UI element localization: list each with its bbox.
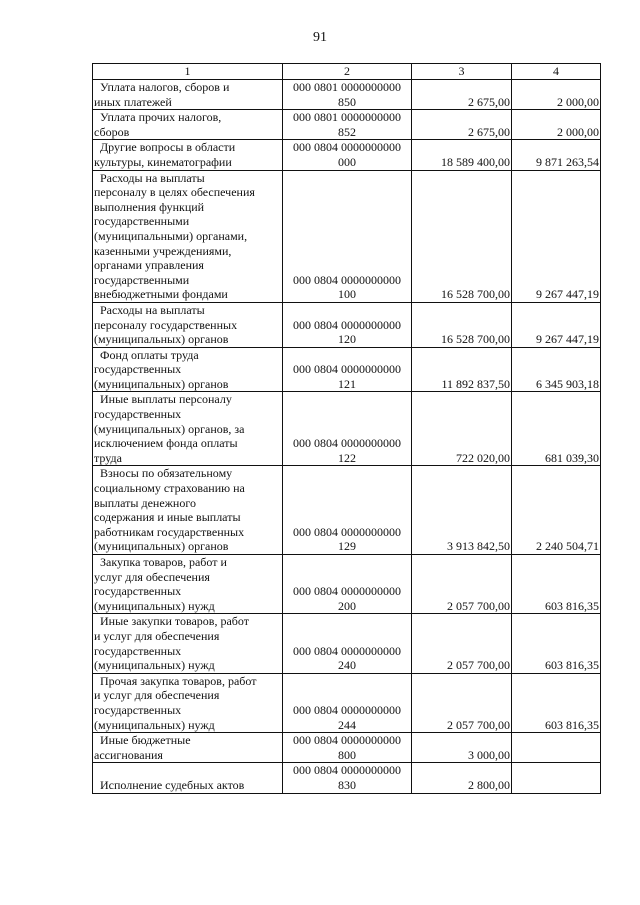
row-name-line: государственных (94, 362, 182, 377)
row-value-executed (512, 733, 601, 763)
row-name-line: государственных (94, 584, 182, 599)
row-code-line: 000 0804 0000000000 (293, 733, 401, 748)
row-value-approved: 3 000,00 (412, 733, 512, 763)
row-name-line: государственных (94, 702, 182, 717)
row-code-cell (283, 170, 412, 302)
table-row (93, 110, 601, 140)
row-name-line: (муниципальных) органов, за (94, 421, 245, 436)
table-header (93, 64, 601, 80)
table-row (93, 466, 601, 555)
row-code-cell (283, 466, 412, 555)
row-name-line: и услуг для обеспечения (94, 628, 220, 643)
row-name-line: (муниципальными) органами, (94, 228, 248, 243)
row-code-line: 000 0801 0000000000 (293, 80, 401, 94)
row-name-cell (93, 140, 283, 170)
row-value-approved: 2 800,00 (412, 763, 512, 793)
row-name-line: Прочая закупка товаров, работ (100, 673, 257, 688)
row-code-cell (283, 110, 412, 140)
row-name-cell (93, 733, 283, 763)
row-name-line: Расходы на выплаты (100, 302, 205, 317)
row-name-line: иных платежей (94, 94, 172, 109)
table-body (93, 80, 601, 794)
header-row (93, 64, 601, 80)
row-code-line: 000 0804 0000000000 (293, 272, 401, 287)
row-code-cell (283, 555, 412, 614)
row-code-line: 000 0804 0000000000 (293, 643, 401, 658)
row-name-line: Уплата прочих налогов, (100, 110, 222, 125)
row-name-line: Закупка товаров, работ и (100, 555, 227, 569)
row-value-approved: 2 675,00 (412, 110, 512, 140)
row-name-cell (93, 110, 283, 140)
row-name-line: персоналу государственных (94, 317, 238, 332)
row-code-cell (283, 673, 412, 732)
row-code-line: 122 (338, 450, 356, 465)
row-name-line: Уплата налогов, сборов и (100, 80, 230, 94)
row-name-line: (муниципальных) органов (94, 332, 229, 347)
row-value-approved: 18 589 400,00 (412, 140, 512, 170)
row-name-cell (93, 302, 283, 347)
row-name-line: труда (94, 450, 122, 465)
row-value-executed: 2 000,00 (512, 80, 601, 110)
row-code-line: 244 (338, 717, 356, 732)
row-code-line: 000 0804 0000000000 (293, 140, 401, 155)
table-row (93, 733, 601, 763)
row-code-cell (283, 733, 412, 763)
row-code-line: 121 (338, 376, 356, 391)
table-row (93, 170, 601, 302)
table-row (93, 80, 601, 110)
row-name-line: (муниципальных) нужд (94, 717, 215, 732)
row-value-approved: 2 057 700,00 (412, 614, 512, 673)
row-name-line: Иные выплаты персоналу (100, 392, 232, 407)
table-row (93, 302, 601, 347)
row-name-cell (93, 392, 283, 466)
table-row (93, 392, 601, 466)
row-name-line: работникам государственных (94, 524, 245, 539)
row-code-line: 000 0801 0000000000 (293, 110, 401, 125)
row-value-approved: 2 057 700,00 (412, 555, 512, 614)
row-value-executed: 9 267 447,19 (512, 170, 601, 302)
table-row (93, 763, 601, 793)
row-name-cell (93, 673, 283, 732)
row-name-line: Фонд оплаты труда (100, 347, 199, 362)
row-name-line: (муниципальных) нужд (94, 658, 215, 673)
row-code-cell (283, 614, 412, 673)
row-value-approved: 2 057 700,00 (412, 673, 512, 732)
row-code-line: 830 (338, 777, 356, 792)
row-code-line: 000 0804 0000000000 (293, 584, 401, 599)
row-name-line: (муниципальных) органов (94, 539, 229, 554)
row-name-line: сборов (94, 124, 130, 139)
row-code-cell (283, 347, 412, 392)
row-name-line: культуры, кинематографии (94, 154, 232, 169)
table-row (93, 140, 601, 170)
row-name-cell (93, 80, 283, 110)
row-name-line (94, 763, 281, 778)
table-row (93, 614, 601, 673)
row-code-line: 129 (338, 539, 356, 554)
row-name-line: внебюджетными фондами (94, 287, 228, 302)
row-name-line: Исполнение судебных актов (100, 777, 245, 792)
row-value-approved: 3 913 842,50 (412, 466, 512, 555)
row-value-executed (512, 763, 601, 793)
row-value-executed: 603 816,35 (512, 555, 601, 614)
row-value-approved: 2 675,00 (412, 80, 512, 110)
row-code-line: 850 (338, 94, 356, 109)
row-name-line: содержания и иные выплаты (94, 510, 241, 525)
row-name-cell (93, 466, 283, 555)
row-value-approved: 722 020,00 (412, 392, 512, 466)
row-name-line: персоналу в целях обеспечения (94, 185, 255, 200)
row-name-cell (93, 614, 283, 673)
row-name-cell (93, 170, 283, 302)
row-code-cell (283, 140, 412, 170)
row-code-line: 800 (338, 747, 356, 762)
column-header-1: 1 (93, 64, 283, 80)
row-name-line: (муниципальных) нужд (94, 598, 215, 613)
table-row (93, 673, 601, 732)
row-code-line: 000 0804 0000000000 (293, 702, 401, 717)
row-code-line: 000 0804 0000000000 (293, 524, 401, 539)
row-name-line: выполнения функций (94, 199, 205, 214)
row-value-executed: 603 816,35 (512, 673, 601, 732)
row-code-line: 100 (338, 287, 356, 302)
row-name-cell (93, 763, 283, 793)
row-name-line: Расходы на выплаты (100, 170, 205, 185)
row-value-executed: 9 267 447,19 (512, 302, 601, 347)
row-name-line: государственных (94, 643, 182, 658)
row-code-cell (283, 302, 412, 347)
row-value-executed: 603 816,35 (512, 614, 601, 673)
row-name-line: органами управления (94, 258, 204, 273)
row-name-line: выплаты денежного (94, 495, 196, 510)
row-name-line: Другие вопросы в области (100, 140, 236, 155)
row-name-line: государственными (94, 214, 190, 229)
row-name-line: государственными (94, 272, 190, 287)
column-header-4: 4 (512, 64, 601, 80)
row-value-executed: 2 240 504,71 (512, 466, 601, 555)
row-code-line: 240 (338, 658, 356, 673)
column-header-3: 3 (412, 64, 512, 80)
row-name-line: исключением фонда оплаты (94, 436, 238, 451)
table-row (93, 347, 601, 392)
row-code-line: 000 0804 0000000000 (293, 317, 401, 332)
row-code-line: 120 (338, 332, 356, 347)
column-header-2: 2 (283, 64, 412, 80)
row-value-executed: 2 000,00 (512, 110, 601, 140)
page-number: 91 (313, 30, 327, 45)
row-code-line: 200 (338, 598, 356, 613)
row-code-line: 852 (338, 124, 356, 139)
row-name-line: казенными учреждениями, (94, 243, 232, 258)
row-name-cell (93, 555, 283, 614)
row-name-line: (муниципальных) органов (94, 376, 229, 391)
row-name-line: Иные закупки товаров, работ (100, 614, 249, 629)
row-name-line: ассигнования (94, 747, 163, 762)
row-code-line: 000 (338, 154, 356, 169)
row-value-approved: 16 528 700,00 (412, 302, 512, 347)
row-value-approved: 16 528 700,00 (412, 170, 512, 302)
row-value-executed: 9 871 263,54 (512, 140, 601, 170)
row-name-line: социальному страхованию на (94, 481, 245, 496)
row-name-line: и услуг для обеспечения (94, 688, 220, 703)
row-name-line: Взносы по обязательному (100, 466, 233, 481)
row-code-line: 000 0804 0000000000 (293, 436, 401, 451)
row-name-line: государственных (94, 407, 182, 422)
row-value-executed: 6 345 903,18 (512, 347, 601, 392)
row-code-cell (283, 80, 412, 110)
row-code-line: 000 0804 0000000000 (293, 362, 401, 377)
row-code-line: 000 0804 0000000000 (293, 763, 401, 778)
row-code-cell (283, 763, 412, 793)
table-row (93, 555, 601, 614)
row-code-cell (283, 392, 412, 466)
row-name-line: Иные бюджетные (100, 733, 191, 748)
row-value-approved: 11 892 837,50 (412, 347, 512, 392)
row-value-executed: 681 039,30 (512, 392, 601, 466)
budget-table (92, 63, 601, 794)
row-name-line: услуг для обеспечения (94, 569, 210, 584)
row-name-cell (93, 347, 283, 392)
